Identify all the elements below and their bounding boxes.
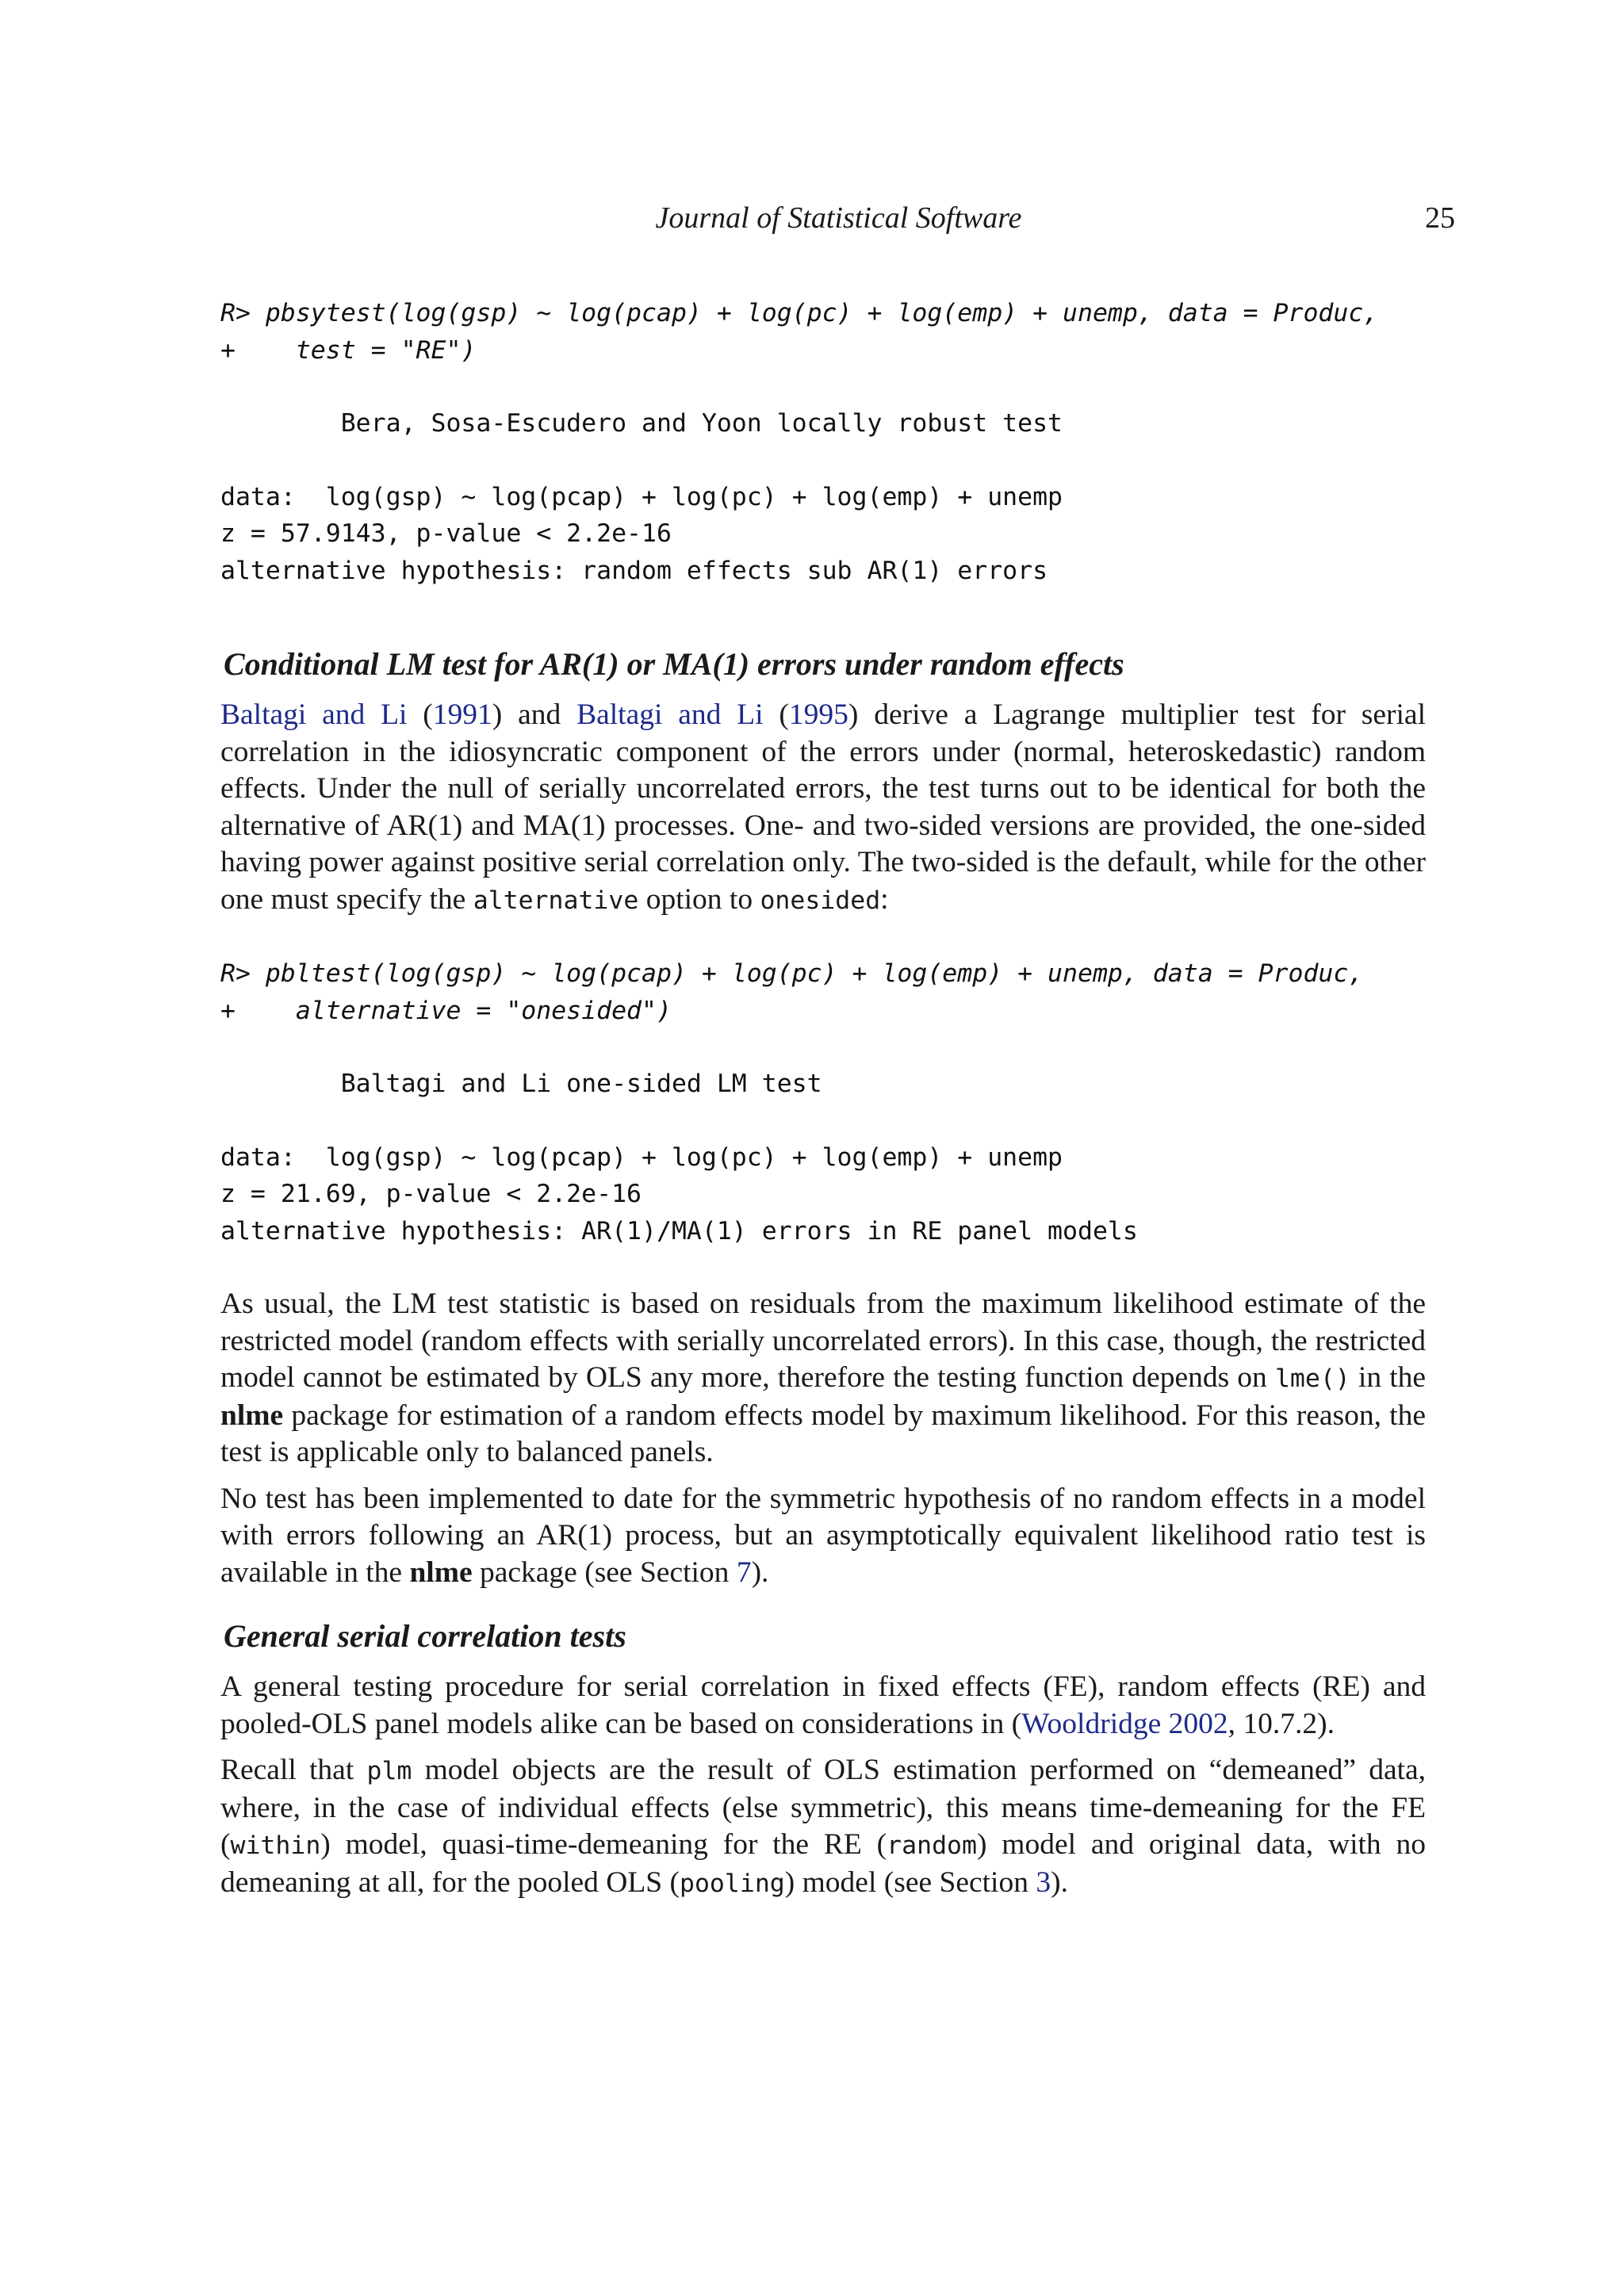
main-content: [220, 295, 1426, 1902]
citation-link[interactable]: Wooldridge 2002: [1021, 1707, 1228, 1740]
journal-title: Journal of Statistical Software: [655, 201, 1022, 235]
section-ref-link[interactable]: 3: [1036, 1866, 1051, 1899]
inline-code: random: [887, 1831, 977, 1860]
alternative-output-line: alternative hypothesis: random effects sub AR(1) errors: [220, 556, 1048, 585]
section-ref-link[interactable]: 7: [736, 1556, 752, 1589]
paragraph-text: in the: [1358, 1361, 1427, 1394]
paragraph-text: ) model and original data, with no demeaning at all, for the pooled OLS (: [220, 1828, 1426, 1899]
paragraph-text: derive a Lagrange multiplier test for serial correlation in the idiosyncratic component of the errors under (normal, heteroskedastic) random effects. Under the null of serially uncorrelated errors, the test turns out to be identical for both the alternative of AR(1) and MA(1) processes. One- and two-sided versions are provided, the one-sided having power against positive serial correlation only. The two-sided is the default, while for the other one must specify the: [220, 698, 1426, 916]
inline-code: onesided: [760, 886, 881, 915]
test-title-output: Bera, Sosa-Escudero and Yoon locally robust test: [220, 409, 1063, 438]
inline-code: pooling: [680, 1869, 785, 1898]
statistic-output-line: z = 57.9143, p-value < 2.2e-16: [220, 519, 672, 548]
r-command-continuation: + test = "RE"): [220, 335, 477, 365]
paragraph-plm-objects: [220, 1752, 1426, 1902]
paragraph-text: No test has been implemented to date for the symmetric hypothesis of no random effects in a model with errors following an AR(1) process, but an asymptotically equivalent likelihood ratio test is available in the: [220, 1482, 1426, 1589]
paragraph-text: ).: [751, 1556, 769, 1589]
paragraph-text: As usual, the LM test statistic is based on residuals from the maximum likelihood estimate of the restricted model (random effects with serially uncorrelated errors). In this case, though, the restricted model cannot be estimated by OLS any more, therefore the testing function depends on: [220, 1288, 1426, 1394]
inline-code: within: [230, 1831, 321, 1860]
page-number: 25: [1425, 201, 1455, 235]
paragraph-text: Recall that: [220, 1754, 354, 1786]
inline-code: lme(): [1274, 1364, 1350, 1393]
package-name: nlme: [220, 1399, 284, 1432]
paragraph-no-test: [220, 1481, 1426, 1592]
r-command-line: R> pbltest(log(gsp) ~ log(pcap) + log(pc) + log(emp) + unemp, data = Produc,: [220, 959, 1364, 988]
statistic-output-line: z = 21.69, p-value < 2.2e-16: [220, 1180, 642, 1208]
citation-link[interactable]: Baltagi and Li: [220, 698, 408, 731]
punctuation: :: [880, 882, 889, 916]
citation-year-link[interactable]: 1991: [432, 698, 492, 731]
r-command-line: R> pbsytest(log(gsp) ~ log(pcap) + log(pc) + log(emp) + unemp, data = Produc,: [220, 299, 1379, 327]
inline-code: alternative: [473, 886, 639, 915]
code-block-pbltest: [220, 955, 1426, 1249]
paragraph-text: option to: [645, 882, 753, 916]
code-block-pbsytest: [220, 295, 1426, 589]
paragraph-lm-residuals: [220, 1286, 1426, 1471]
paragraph-text: ) model (see Section: [784, 1866, 1028, 1899]
section-heading-general-serial: General serial correlation tests: [224, 1618, 626, 1654]
paragraph-text: , 10.7.2).: [1228, 1707, 1335, 1740]
paragraph-text: ) model, quasi-time-demeaning for the RE (: [320, 1828, 887, 1861]
paragraph-text: package (see Section: [480, 1556, 730, 1589]
paragraph-text: ).: [1051, 1866, 1068, 1899]
alternative-output-line: alternative hypothesis: AR(1)/MA(1) errors in RE panel models: [220, 1216, 1138, 1246]
paragraph-text: model objects are the result of OLS estimation performed on “demeaned” data, where, in the case of individual effects (else symmetric), this means time-demeaning for the FE (: [220, 1754, 1427, 1861]
citation-link[interactable]: Baltagi and Li: [576, 698, 764, 731]
paragraph-baltagi-li: Baltagi and Li (1991) and Baltagi and Li (1995) derive a Lagrange multiplier test for serial correlation in the idiosyncratic component of the errors under (normal, heteroskedastic) random effects. Under the null of serially uncorrelated errors, the test turns out to be identical for both the alternative of AR(1) and MA(1) processes. One- and two-sided versions are provided, the one-sided having power against positive serial correlation only. The two-sided is the default, while for the other one must specify the alternative option to onesided:: [220, 698, 1426, 916]
paragraph-text: A general testing procedure for serial correlation in fixed effects (FE), random effects (RE) and pooled-OLS panel models alike can be based on considerations in (: [220, 1670, 1426, 1740]
test-title-output: Baltagi and Li one-sided LM test: [220, 1070, 822, 1098]
data-output-line: data: log(gsp) ~ log(pcap) + log(pc) + log(emp) + unemp: [220, 1142, 1063, 1172]
running-header: [222, 198, 1455, 238]
package-name: nlme: [409, 1556, 473, 1589]
paragraph-general-procedure: [220, 1669, 1426, 1743]
section-heading-conditional-lm: Conditional LM test for AR(1) or MA(1) errors under random effects: [224, 646, 1124, 682]
paragraph-text: package for estimation of a random effects model by maximum likelihood. For this reason, the test is applicable only to balanced panels.: [220, 1399, 1426, 1468]
r-command-continuation: + alternative = "onesided"): [220, 996, 672, 1025]
data-output-line: data: log(gsp) ~ log(pcap) + log(pc) + log(emp) + unemp: [220, 482, 1063, 511]
citation-year-link[interactable]: 1995: [788, 698, 848, 731]
inline-code: plm: [366, 1757, 412, 1785]
